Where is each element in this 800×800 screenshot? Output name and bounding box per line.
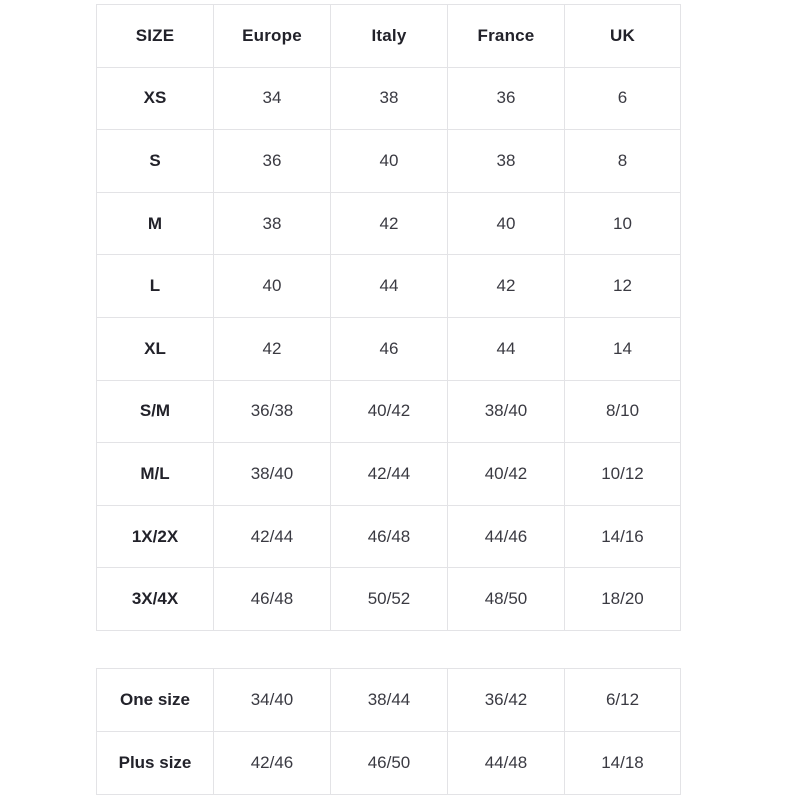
- cell-uk: 18/20: [565, 568, 681, 631]
- cell-france: 44/46: [448, 505, 565, 568]
- cell-italy: 44: [331, 255, 448, 318]
- cell-france: 44: [448, 317, 565, 380]
- row-label: XS: [97, 67, 214, 130]
- cell-europe: 40: [214, 255, 331, 318]
- table-row: [97, 317, 681, 380]
- size-conversion-table-container: [96, 4, 680, 631]
- table-header: [97, 5, 681, 68]
- cell-france: 38/40: [448, 380, 565, 443]
- cell-italy: 42: [331, 192, 448, 255]
- cell-france: 36: [448, 67, 565, 130]
- cell-italy: 50/52: [331, 568, 448, 631]
- column-header-france: France: [448, 5, 565, 68]
- cell-italy: 40/42: [331, 380, 448, 443]
- cell-italy: 46/50: [331, 732, 448, 795]
- table-header-row: [97, 5, 681, 68]
- table-row: [97, 443, 681, 506]
- cell-italy: 40: [331, 130, 448, 193]
- row-label: M: [97, 192, 214, 255]
- onesize-plussize-table: [96, 668, 681, 795]
- cell-france: 44/48: [448, 732, 565, 795]
- cell-europe: 42: [214, 317, 331, 380]
- row-label: S/M: [97, 380, 214, 443]
- row-label: 1X/2X: [97, 505, 214, 568]
- cell-uk: 10: [565, 192, 681, 255]
- table-row: [97, 380, 681, 443]
- cell-europe: 36: [214, 130, 331, 193]
- cell-europe: 42/44: [214, 505, 331, 568]
- cell-uk: 14/18: [565, 732, 681, 795]
- cell-uk: 6: [565, 67, 681, 130]
- cell-italy: 42/44: [331, 443, 448, 506]
- cell-europe: 34: [214, 67, 331, 130]
- cell-uk: 14: [565, 317, 681, 380]
- row-label: XL: [97, 317, 214, 380]
- table-row: [97, 255, 681, 318]
- cell-france: 42: [448, 255, 565, 318]
- column-header-size: SIZE: [97, 5, 214, 68]
- cell-france: 38: [448, 130, 565, 193]
- cell-europe: 42/46: [214, 732, 331, 795]
- cell-uk: 6/12: [565, 669, 681, 732]
- row-label: L: [97, 255, 214, 318]
- column-header-italy: Italy: [331, 5, 448, 68]
- table-row: [97, 505, 681, 568]
- table-body: [97, 67, 681, 630]
- cell-france: 40: [448, 192, 565, 255]
- row-label: S: [97, 130, 214, 193]
- cell-europe: 38: [214, 192, 331, 255]
- column-header-europe: Europe: [214, 5, 331, 68]
- table-row: [97, 192, 681, 255]
- cell-europe: 38/40: [214, 443, 331, 506]
- cell-france: 40/42: [448, 443, 565, 506]
- cell-europe: 34/40: [214, 669, 331, 732]
- cell-italy: 38: [331, 67, 448, 130]
- cell-uk: 12: [565, 255, 681, 318]
- cell-europe: 46/48: [214, 568, 331, 631]
- cell-uk: 14/16: [565, 505, 681, 568]
- table-row: [97, 568, 681, 631]
- size-conversion-table: [96, 4, 681, 631]
- table-row: [97, 67, 681, 130]
- row-label: Plus size: [97, 732, 214, 795]
- row-label: M/L: [97, 443, 214, 506]
- cell-europe: 36/38: [214, 380, 331, 443]
- table-row: [97, 130, 681, 193]
- cell-italy: 46/48: [331, 505, 448, 568]
- cell-france: 36/42: [448, 669, 565, 732]
- cell-uk: 8: [565, 130, 681, 193]
- column-header-uk: UK: [565, 5, 681, 68]
- table-row: [97, 669, 681, 732]
- row-label: 3X/4X: [97, 568, 214, 631]
- row-label: One size: [97, 669, 214, 732]
- cell-france: 48/50: [448, 568, 565, 631]
- table-row: [97, 732, 681, 795]
- cell-uk: 10/12: [565, 443, 681, 506]
- cell-uk: 8/10: [565, 380, 681, 443]
- onesize-plussize-table-container: [96, 668, 680, 795]
- cell-italy: 38/44: [331, 669, 448, 732]
- table-body: [97, 669, 681, 795]
- cell-italy: 46: [331, 317, 448, 380]
